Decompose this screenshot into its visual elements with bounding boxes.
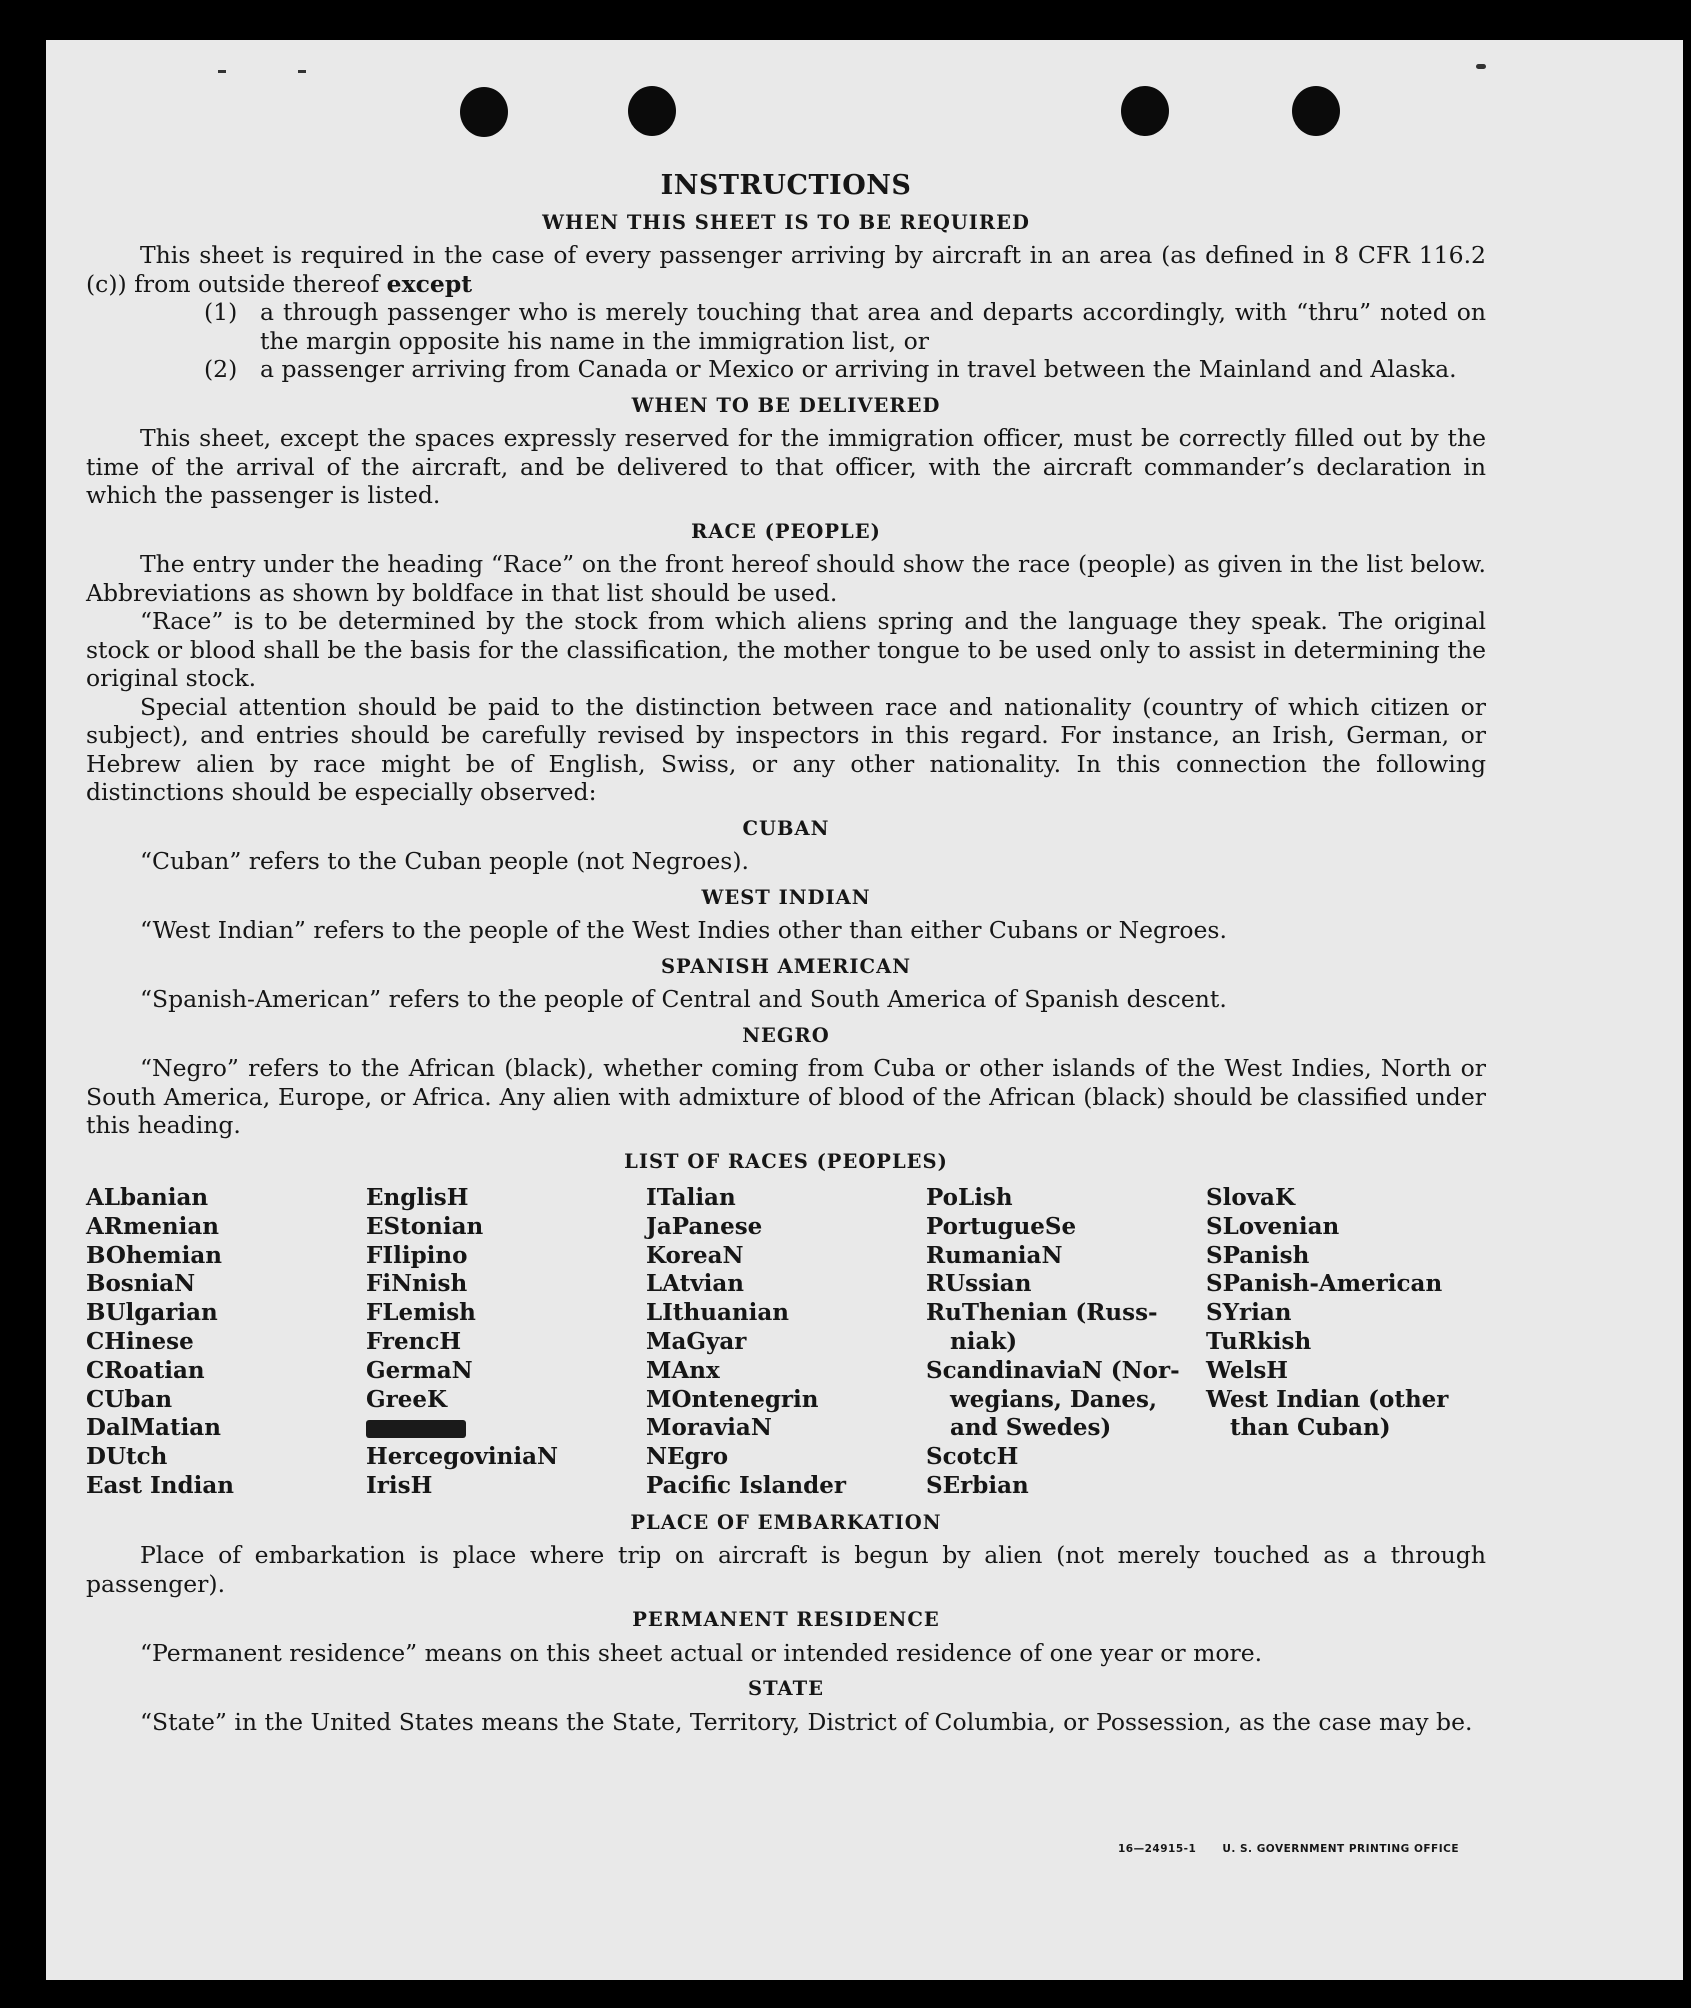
page-title: INSTRUCTIONS — [660, 170, 912, 201]
paragraph-text: This sheet is required in the case of every passenger arriving by aircraft in an area (as defined in 8 CFR 116.2 (c)) from outside thereof — [86, 241, 1486, 298]
item-text: a through passenger who is merely touching that area and departs accordingly, with “thru” noted on the margin opposite his name in the immigration list, or — [260, 298, 1486, 355]
redacted-entry — [366, 1414, 646, 1443]
race-item: ScandinaviaN (Nor- — [926, 1356, 1180, 1384]
paragraph: This sheet, except the spaces expressly reserved for the immigration officer, must be correctly filled out by the time of the arrival of the aircraft, and be delivered to that officer, with the aircraft commander’s declaration in which the passenger is listed. — [86, 424, 1486, 509]
section-heading: PERMANENT RESIDENCE — [632, 1608, 940, 1632]
section-heading: WHEN TO BE DELIVERED — [631, 393, 941, 417]
race-item: LIthuanian — [646, 1299, 789, 1327]
race-item: CUban — [86, 1385, 173, 1413]
punch-hole — [1121, 86, 1169, 136]
race-item: SErbian — [926, 1471, 1029, 1499]
race-item: East Indian — [86, 1471, 234, 1499]
race-item: MoraviaN — [646, 1414, 772, 1442]
race-item: SlovaK — [1206, 1184, 1295, 1211]
race-item: ITalian — [646, 1184, 736, 1211]
paragraph — [86, 241, 1486, 298]
race-item: RUssian — [926, 1270, 1032, 1298]
section-heading: WEST INDIAN — [701, 885, 871, 909]
race-item: SYrian — [1206, 1299, 1292, 1327]
scan-speck — [218, 70, 226, 73]
race-item: RuThenian (Russ- — [926, 1299, 1158, 1327]
paragraph: The entry under the heading “Race” on the front hereof should show the race (people) as given in the list below. Abbreviations as shown by boldface in that list should be used. — [86, 550, 1486, 607]
race-item: FLemish — [366, 1299, 476, 1327]
punch-hole — [1292, 86, 1340, 136]
race-item: SLovenian — [1206, 1212, 1340, 1240]
punch-hole — [460, 87, 508, 137]
race-item: MOntenegrin — [646, 1385, 819, 1413]
redaction-mark — [366, 1420, 466, 1438]
race-item: SPanish-American — [1206, 1270, 1443, 1298]
race-item: PoLish — [926, 1184, 1013, 1211]
race-item: PortugueSe — [926, 1212, 1077, 1240]
race-item: KoreaN — [646, 1241, 744, 1269]
scan-speck — [1476, 64, 1486, 69]
race-item: West Indian (other — [1206, 1385, 1449, 1413]
section-heading: NEGRO — [742, 1023, 830, 1047]
race-item: CHinese — [86, 1327, 194, 1355]
race-item: and Swedes) — [950, 1414, 1112, 1442]
race-item: LAtvian — [646, 1270, 744, 1298]
race-item: ARmenian — [86, 1212, 220, 1240]
section-heading: PLACE OF EMBARKATION — [630, 1510, 942, 1534]
race-item: EnglisH — [366, 1184, 469, 1211]
race-item: EStonian — [366, 1212, 484, 1240]
race-item: FIlipino — [366, 1241, 468, 1269]
paragraph: “Cuban” refers to the Cuban people (not Negroes). — [140, 847, 750, 875]
section-heading: SPANISH AMERICAN — [660, 954, 912, 978]
printer-credit: U. S. GOVERNMENT PRINTING OFFICE — [1222, 1843, 1460, 1855]
race-item: SPanish — [1206, 1241, 1310, 1269]
race-item: RumaniaN — [926, 1241, 1063, 1269]
section-heading: RACE (PEOPLE) — [691, 519, 881, 543]
race-item: HercegoviniaN — [366, 1443, 559, 1471]
section-heading: CUBAN — [742, 816, 830, 840]
race-item: Pacific Islander — [646, 1471, 846, 1499]
instructions-body — [86, 168, 1486, 1736]
punch-hole — [628, 86, 676, 136]
race-item: ScotcH — [926, 1443, 1019, 1471]
paragraph: “West Indian” refers to the people of the West Indies other than either Cubans or Negroes. — [140, 916, 1227, 944]
form-code: 16—24915-1 — [1118, 1843, 1197, 1855]
race-column — [926, 1184, 1206, 1501]
item-text: a passenger arriving from Canada or Mexico or arriving in travel between the Mainland and Alaska. — [260, 355, 1457, 383]
paragraph: “Negro” refers to the African (black), whether coming from Cuba or other islands of the West Indies, North or South America, Europe, or Africa. Any alien with admixture of blood of the African (black) should be classified under this heading. — [86, 1054, 1486, 1139]
item-number: (2) — [204, 355, 238, 383]
race-item: JaPanese — [646, 1212, 763, 1240]
list-item — [86, 298, 1486, 355]
race-item: BOhemian — [86, 1241, 222, 1269]
paragraph: “Spanish-American” refers to the people of Central and South America of Spanish descent. — [140, 985, 1227, 1013]
race-item: MAnx — [646, 1356, 720, 1384]
race-item: niak) — [950, 1327, 1018, 1355]
race-item: MaGyar — [646, 1327, 747, 1355]
race-item: than Cuban) — [1230, 1414, 1391, 1442]
race-item: DUtch — [86, 1443, 168, 1471]
paragraph: “State” in the United States means the State, Territory, District of Columbia, or Possession, as the case may be. — [140, 1707, 1473, 1736]
race-item: FrencH — [366, 1327, 462, 1355]
race-item: GermaN — [366, 1356, 473, 1384]
paragraph: Place of embarkation is place where trip on aircraft is begun by alien (not merely touched as a through passenger). — [86, 1541, 1486, 1598]
paragraph: “Race” is to be determined by the stock from which aliens spring and the language they speak. The original stock or blood shall be the basis for the classification, the mother tongue to be used only to assist in determining the original stock. — [86, 607, 1486, 692]
item-number: (1) — [204, 298, 238, 326]
race-item: wegians, Danes, — [950, 1385, 1157, 1413]
paragraph: Special attention should be paid to the distinction between race and nationality (country of which citizen or subject), and entries should be carefully revised by inspectors in this regard. For instance, an Irish, German, or Hebrew alien by race might be of English, Swiss, or any other nationality. In this connection the following distinctions should be especially observed: — [86, 692, 1486, 806]
scan-speck — [298, 70, 306, 73]
race-item: CRoatian — [86, 1356, 205, 1384]
race-item: ALbanian — [86, 1184, 209, 1211]
paragraph: “Permanent residence” means on this sheet actual or intended residence of one year or more. — [140, 1638, 1263, 1667]
race-item: FiNnish — [366, 1270, 468, 1298]
race-column — [646, 1184, 926, 1501]
race-list — [86, 1184, 1486, 1501]
race-item: BosniaN — [86, 1270, 196, 1298]
race-item: GreeK — [366, 1385, 448, 1413]
section-heading: STATE — [748, 1677, 824, 1701]
race-item: TuRkish — [1206, 1327, 1312, 1355]
print-footer — [1118, 1843, 1485, 1855]
race-item: DalMatian — [86, 1414, 221, 1442]
section-heading: LIST OF RACES (PEOPLES) — [624, 1149, 948, 1173]
race-column — [1206, 1184, 1486, 1501]
emphasis-text: except — [386, 269, 473, 298]
race-item: WelsH — [1206, 1356, 1289, 1384]
race-column — [86, 1184, 366, 1501]
race-item: NEgro — [646, 1443, 729, 1471]
race-item: IrisH — [366, 1471, 433, 1499]
section-heading: WHEN THIS SHEET IS TO BE REQUIRED — [542, 210, 1030, 234]
race-column — [366, 1184, 646, 1501]
race-item: BUlgarian — [86, 1299, 218, 1327]
list-item — [86, 355, 1486, 384]
